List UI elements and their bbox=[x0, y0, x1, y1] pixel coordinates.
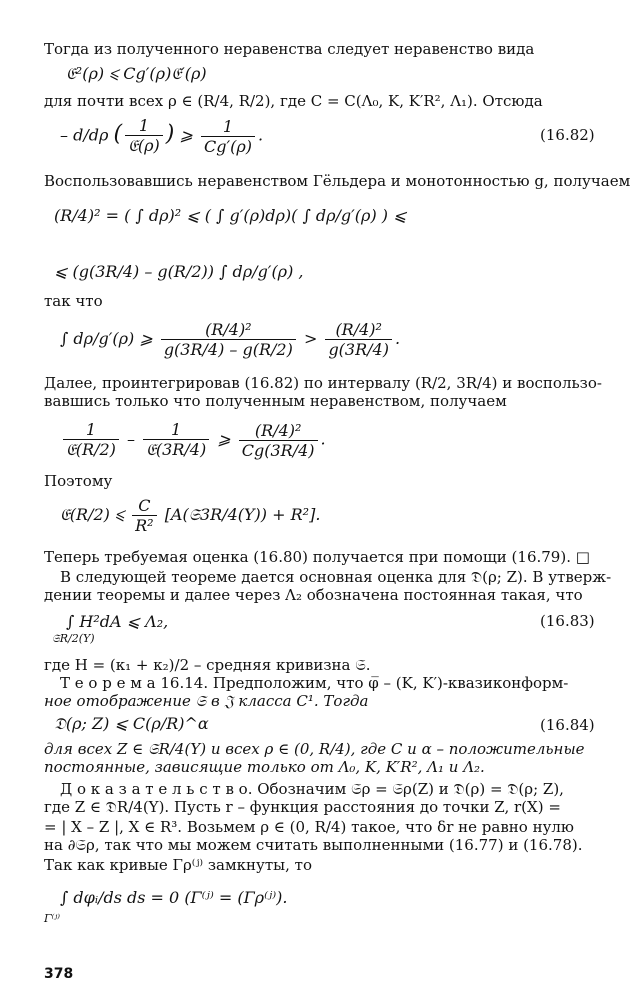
equation-inequality: 𝔈²(ρ) ⩽ Cg′(ρ)𝔈′(ρ) bbox=[66, 64, 207, 83]
fraction-denominator: R² bbox=[132, 515, 156, 535]
equation-integral-bound: ∫ dρ/g′(ρ) ⩾ $\frac{\text{(R/4)²}}{g(3R/4) - g(R/2)}$ > $\frac{\text{(R/4)²}}{g(3R/4)}$ . bbox=[60, 320, 401, 359]
fraction-denominator: 𝔈(ρ) bbox=[125, 135, 163, 156]
equation-lhs: 𝔈(R/2) ⩽ bbox=[60, 505, 125, 524]
text-line: Теперь требуемая оценка (16.80) получается при помощи (16.79). □ bbox=[44, 548, 590, 566]
derivative-operator: – d/dρ bbox=[60, 125, 109, 145]
relation-symbol: ⩾ bbox=[179, 125, 193, 145]
text-line: В следующей теореме дается основная оценка для 𝔇(ρ; Z). В утверж- bbox=[60, 568, 612, 586]
fraction-denominator: 𝔈(R/2) bbox=[63, 439, 119, 460]
text-line: дении теоремы и далее через Λ₂ обозначена постоянная такая, что bbox=[44, 586, 583, 604]
page-number: 378 bbox=[44, 966, 74, 982]
equation-difference: $\frac{1}{\text{𝔈(R/2)}}$ – $\frac{1}{\text{𝔈(3R/4)}}$ ⩾ $\frac{\text{(R/4)²}}{Cg(3R/4)}$ . bbox=[60, 420, 326, 460]
fraction-denominator: g(3R/4) – g(R/2) bbox=[161, 339, 296, 359]
equation-number: (16.83) bbox=[540, 612, 595, 630]
equation-16-82: – d/dρ ( $\frac{1}{\text{𝔈(ρ)}}$ ) ⩾ $\frac{1}{Cg'(\rho)}$ . bbox=[60, 116, 264, 156]
fraction-numerator: (R/4)² bbox=[335, 320, 382, 339]
text-line: где Z ∈ 𝔇R/4(Y). Пусть r – функция расстояния до точки Z, r(X) = bbox=[44, 798, 561, 816]
fraction-numerator: 1 bbox=[222, 116, 234, 136]
fraction-numerator: (R/4)² bbox=[205, 320, 252, 339]
theorem-heading: Т е о р е м а 16.14. Предположим, что φ̅ – (K, K′)-квазиконформ- bbox=[60, 674, 569, 692]
text-line: так что bbox=[44, 292, 103, 310]
text-line: = | X – Z |, X ∈ R³. Возьмем ρ ∈ (0, R/4) такое, что δr не равно нулю bbox=[44, 818, 574, 836]
equation-holder-line1: (R/4)² = ( ∫ dρ)² ⩽ ( ∫ g′(ρ)dρ)( ∫ dρ/g′(ρ) ) ⩽ bbox=[54, 206, 407, 225]
fraction-denominator: Cg′(ρ) bbox=[201, 136, 255, 156]
text-line: для всех Z ∈ 𝔖R/4(Y) и всех ρ ∈ (0, R/4), где C и α – положительные bbox=[44, 740, 585, 758]
equation-holder-line2: ⩽ (g(3R/4) – g(R/2)) ∫ dρ/g′(ρ) , bbox=[54, 262, 304, 281]
integral-term: ∫ dρ/g′(ρ) bbox=[60, 329, 135, 348]
integral-subscript: 𝔖R/2(Y) bbox=[52, 632, 95, 645]
proof-heading: Д о к а з а т е л ь с т в о. Обозначим 𝔖ρ = 𝔖ρ(Z) и 𝔇(ρ) = 𝔇(ρ; Z), bbox=[60, 780, 564, 798]
fraction-numerator: (R/4)² bbox=[254, 420, 302, 440]
text-line: Далее, проинтегрировав (16.82) по интервалу (R/2, 3R/4) и воспользо- bbox=[44, 374, 602, 392]
text-line: где H = (κ₁ + κ₂)/2 – средняя кривизна 𝔖. bbox=[44, 656, 371, 674]
text-line: постоянные, зависящие только от Λ₀, K, K′R², Λ₁ и Λ₂. bbox=[44, 758, 485, 776]
fraction-denominator: Cg(3R/4) bbox=[239, 440, 318, 460]
text-line: Так как кривые Γρ⁽ʲ⁾ замкнуты, то bbox=[44, 856, 312, 874]
fraction-numerator: 1 bbox=[138, 116, 149, 135]
equation-number: (16.84) bbox=[540, 716, 595, 734]
equation-closed-curves: ∫ dφᵢ/ds ds = 0 (Γ⁽ʲ⁾ = (Γρ⁽ʲ⁾). bbox=[60, 888, 288, 907]
fraction-numerator: C bbox=[138, 496, 151, 515]
text-line: Тогда из полученного неравенства следует неравенство вида bbox=[44, 40, 535, 58]
equation-number: (16.82) bbox=[540, 126, 595, 144]
integral-subscript: Γ⁽ʲ⁾ bbox=[44, 912, 60, 925]
equation-16-84: 𝔇(ρ; Z) ⩽ C(ρ/R)^α bbox=[54, 714, 209, 733]
fraction-denominator: g(3R/4) bbox=[325, 339, 392, 359]
text-line: вавшись только что полученным неравенством, получаем bbox=[44, 392, 507, 410]
text-line: на ∂𝔖ρ, так что мы можем считать выполненными (16.77) и (16.78). bbox=[44, 836, 583, 854]
equation-tail: [A(𝔖3R/4(Y)) + R²]. bbox=[164, 505, 321, 524]
text-line: Поэтому bbox=[44, 472, 113, 490]
text-line: для почти всех ρ ∈ (R/4, R/2), где C = C(Λ₀, K, K′R², Λ₁). Отсюда bbox=[44, 92, 543, 110]
equation-energy-estimate bbox=[60, 496, 320, 535]
equation-16-83: ∫ H²dA ⩽ Λ₂, bbox=[66, 612, 169, 631]
text-line: ное отображение 𝔖 в 𝔍 класса C¹. Тогда bbox=[44, 692, 369, 710]
text-line: Воспользовавшись неравенством Гёльдера и монотонностью g, получаем bbox=[44, 172, 631, 190]
fraction-denominator: 𝔈(3R/4) bbox=[143, 439, 209, 460]
